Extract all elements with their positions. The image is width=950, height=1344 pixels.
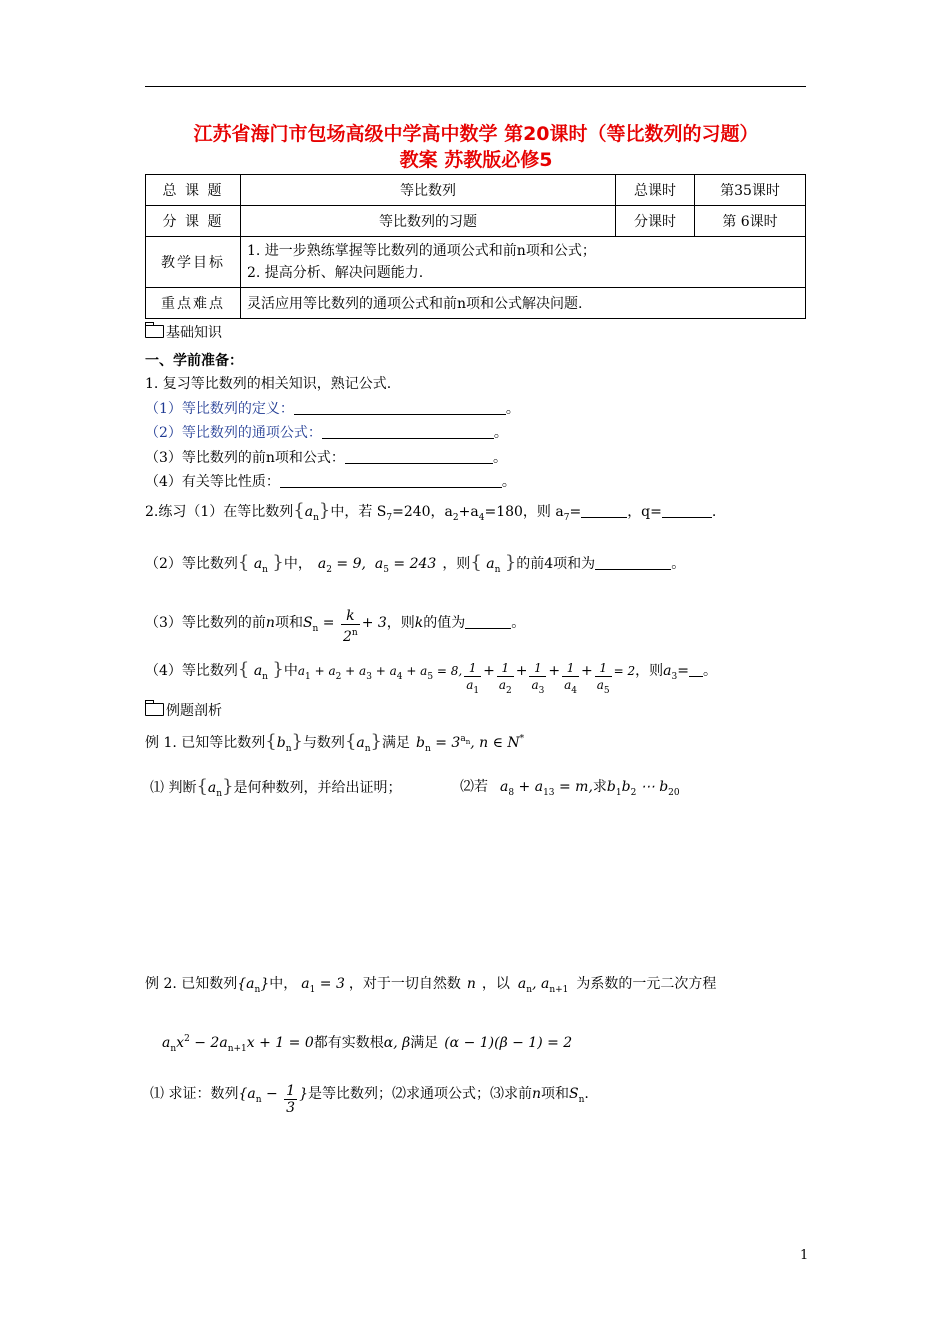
answer-blank[interactable] <box>345 449 493 464</box>
goal-item: 2. 提高分析、解决问题能力. <box>247 265 424 281</box>
document-title-line2: 教案 苏教版必修5 <box>399 149 553 171</box>
answer-blank[interactable] <box>581 503 627 518</box>
exercise-1: 2.练习（1）在等比数列$\{a_n\}$中，若 $S_7=240$，$a_2+a_4=180$，则 $a_7=$ ，q= . <box>145 500 717 523</box>
examples-heading: 例题剖析 <box>145 702 222 720</box>
example-1: 例 1. 已知等比数列$\{b_n\}$与数列$\{a_n\}$满足 $b_n = 3^{a_n}$, n ∈ N* <box>145 731 525 754</box>
goal-item: 1. 进一步熟练掌握等比数列的通项公式和前n项和公式； <box>247 243 596 259</box>
folder-icon <box>145 325 164 338</box>
answer-blank[interactable] <box>322 424 494 439</box>
example-2: 例 2. 已知数列$\{a_n\}$中， $a_1 = 3$ ，对于一切自然数 n ，以 $a_n$, $a_{n+1}$ 为系数的一元二次方程 <box>145 976 717 995</box>
table-label: 分 课 题 <box>146 206 241 237</box>
header-rule <box>145 86 806 87</box>
table-row <box>146 206 806 237</box>
table-value: 等比数列的习题 <box>241 206 616 237</box>
basics-heading: 基础知识 <box>145 324 222 342</box>
table-row <box>146 175 806 206</box>
exercise-4: （4）等比数列{ $a_n$ }中$a_1 + a_2 + a_3 + a_4 + a_5 = 8$, $\frac{1}{a_1}$ + $\frac{1}{a_2}$ + $\frac{1}{a_3}$ + $\frac{1}{a_4}$ + $\frac{1}{a_5}$ = 2，则$a_3=$ 。 <box>145 659 717 696</box>
exercise-3: （3）等比数列的前n项和$S_n$ = $\frac{k}{2^n}$ + 3，则k的值为 。 <box>145 608 526 645</box>
fill-item-sum-formula: （3）等比数列的前n项和公式： 。 <box>145 450 507 466</box>
example-2-questions: ⑴ 求证：数列{$a_n$ − $\frac{1}{3}$ }是等比数列；⑵求通项公式；⑶求前n项和$S_n$. <box>150 1083 589 1116</box>
folder-icon <box>145 703 164 716</box>
section-heading: 一、学前准备： <box>145 353 243 369</box>
table-label: 教学目标 <box>146 237 241 288</box>
table-value: 第35课时 <box>695 175 806 206</box>
answer-blank[interactable] <box>294 400 506 415</box>
answer-blank[interactable] <box>595 555 671 570</box>
exercise-2: （2）等比数列{ $a_n$ }中， $a_2 = 9$, $a_5 = 243$ ，则{ $a_n$ }的前4项和为 。 <box>145 552 686 575</box>
fill-item-general-term: （2）等比数列的通项公式： 。 <box>145 425 508 441</box>
table-label: 总 课 题 <box>146 175 241 206</box>
table-row <box>146 288 806 319</box>
fill-item-definition: （1）等比数列的定义： 。 <box>145 401 520 417</box>
table-value: 等比数列 <box>241 175 616 206</box>
table-value: 第 6课时 <box>695 206 806 237</box>
review-item: 1. 复习等比数列的相关知识，熟记公式. <box>145 376 392 392</box>
table-label: 重点难点 <box>146 288 241 319</box>
document-title-line1: 江苏省海门市包场高级中学高中数学 第20课时（等比数列的习题） <box>193 123 759 145</box>
answer-blank[interactable] <box>662 503 712 518</box>
example-1-question-1: ⑴ 判断$\{a_n\}$是何种数列，并给出证明； <box>150 776 402 799</box>
fill-item-properties: （4）有关等比性质： 。 <box>145 474 516 490</box>
table-row <box>146 237 806 288</box>
course-info-table <box>145 174 806 319</box>
teaching-goals <box>241 237 806 288</box>
example-2-equation: $a_nx^2 - 2a_{n+1}x + 1 = 0$都有实数根α, β满足 (α − 1)(β − 1) = 2 <box>162 1034 573 1054</box>
table-label: 总课时 <box>616 175 695 206</box>
answer-blank[interactable] <box>280 473 502 488</box>
key-points: 灵活应用等比数列的通项公式和前n项和公式解决问题. <box>241 288 806 319</box>
answer-blank[interactable] <box>465 614 511 629</box>
page-number: 1 <box>800 1248 809 1263</box>
table-label: 分课时 <box>616 206 695 237</box>
example-1-question-2: ⑵若 $a_8 + a_{13} = m$,求$b_1b_2$ ⋯ $b_{20}$ <box>460 779 680 798</box>
answer-blank[interactable] <box>689 662 703 677</box>
